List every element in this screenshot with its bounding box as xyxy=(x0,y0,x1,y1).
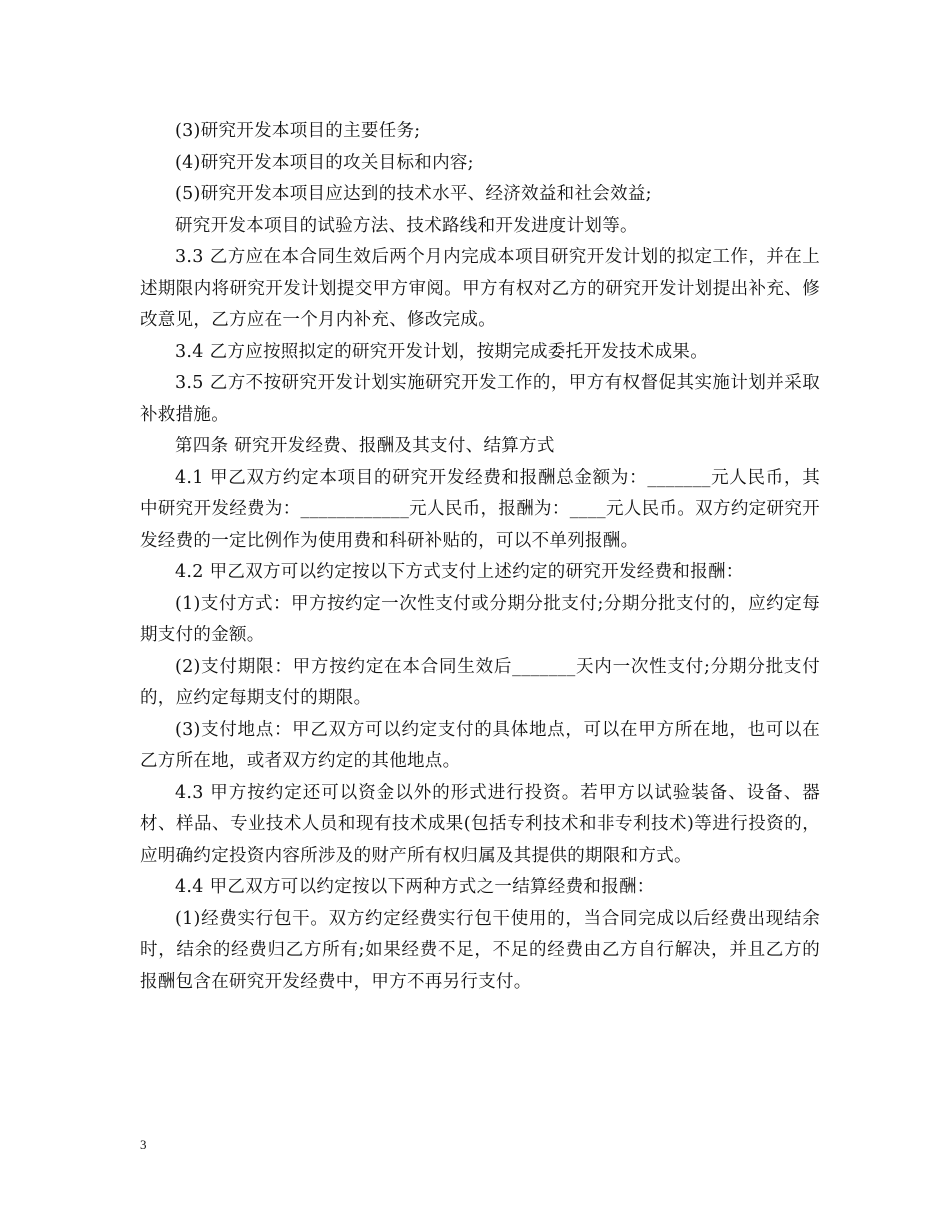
article-4-heading: 第四条 研究开发经费、报酬及其支付、结算方式 xyxy=(175,436,555,456)
clause-4-4-1-lump-sum: (1)经费实行包干。双方约定经费实行包干使用的，当合同完成以后经费出现结余时，结余的经费归乙方所有;如果经费不足，不足的经费由乙方自行解决，并且乙方的报酬包含在研究开发经费中，甲方不再另行支付。 xyxy=(140,908,820,992)
clause-4-2: 4.2 甲乙双方可以约定按以下方式支付上述约定的研究开发经费和报酬： xyxy=(175,562,744,582)
clause-4-2-3-payment-location: (3)支付地点：甲乙双方可以约定支付的具体地点，可以在甲方所在地，也可以在乙方所在地，或者双方约定的其他地点。 xyxy=(140,719,820,771)
paragraph-4-goals: (4)研究开发本项目的攻关目标和内容; xyxy=(175,152,474,173)
clause-3-3: 3.3 乙方应在本合同生效后两个月内完成本项目研究开发计划的拟定工作，并在上述期限内将研究开发计划提交甲方审阅。甲方有权对乙方的研究开发计划提出补充、修改意见，乙方应在一个月内补充、修改完成。 xyxy=(140,247,820,330)
clause-4-1: 4.1 甲乙双方约定本项目的研究开发经费和报酬总金额为：_______元人民币，其中研究开发经费为：____________元人民币，报酬为：____元人民币。双方约定研究开发经费的一定比例作为使用费和科研补贴的，可以不单列报酬。 xyxy=(140,467,820,551)
clause-3-5: 3.5 乙方不按研究开发计划实施研究开发工作的，甲方有权督促其实施计划并采取补救措施。 xyxy=(140,373,820,425)
paragraph-test-methods: 研究开发本项目的试验方法、技术路线和开发进度计划等。 xyxy=(175,215,638,236)
paragraph-3-main-tasks: (3)研究开发本项目的主要任务; xyxy=(175,121,421,141)
page-number: 3 xyxy=(140,1137,147,1152)
clause-3-4: 3.4 乙方应按照拟定的研究开发计划，按期完成委托开发技术成果。 xyxy=(175,341,708,362)
clause-4-2-2-payment-deadline: (2)支付期限：甲方按约定在本合同生效后_______天内一次性支付;分期分批支付的，应约定每期支付的期限。 xyxy=(140,656,820,708)
document-body xyxy=(140,116,820,998)
clause-4-2-1-payment-method: (1)支付方式：甲方按约定一次性支付或分期分批支付;分期分批支付的，应约定每期支付的金额。 xyxy=(140,593,820,645)
clause-4-3: 4.3 甲方按约定还可以资金以外的形式进行投资。若甲方以试验装备、设备、器材、样品、专业技术人员和现有技术成果(包括专利技术和非专利技术)等进行投资的，应明确约定投资内容所涉及的财产所有权归属及其提供的期限和方式。 xyxy=(140,782,820,866)
clause-4-4: 4.4 甲乙双方可以约定按以下两种方式之一结算经费和报酬： xyxy=(175,877,655,897)
paragraph-5-technical-level: (5)研究开发本项目应达到的技术水平、经济效益和社会效益; xyxy=(175,184,652,204)
